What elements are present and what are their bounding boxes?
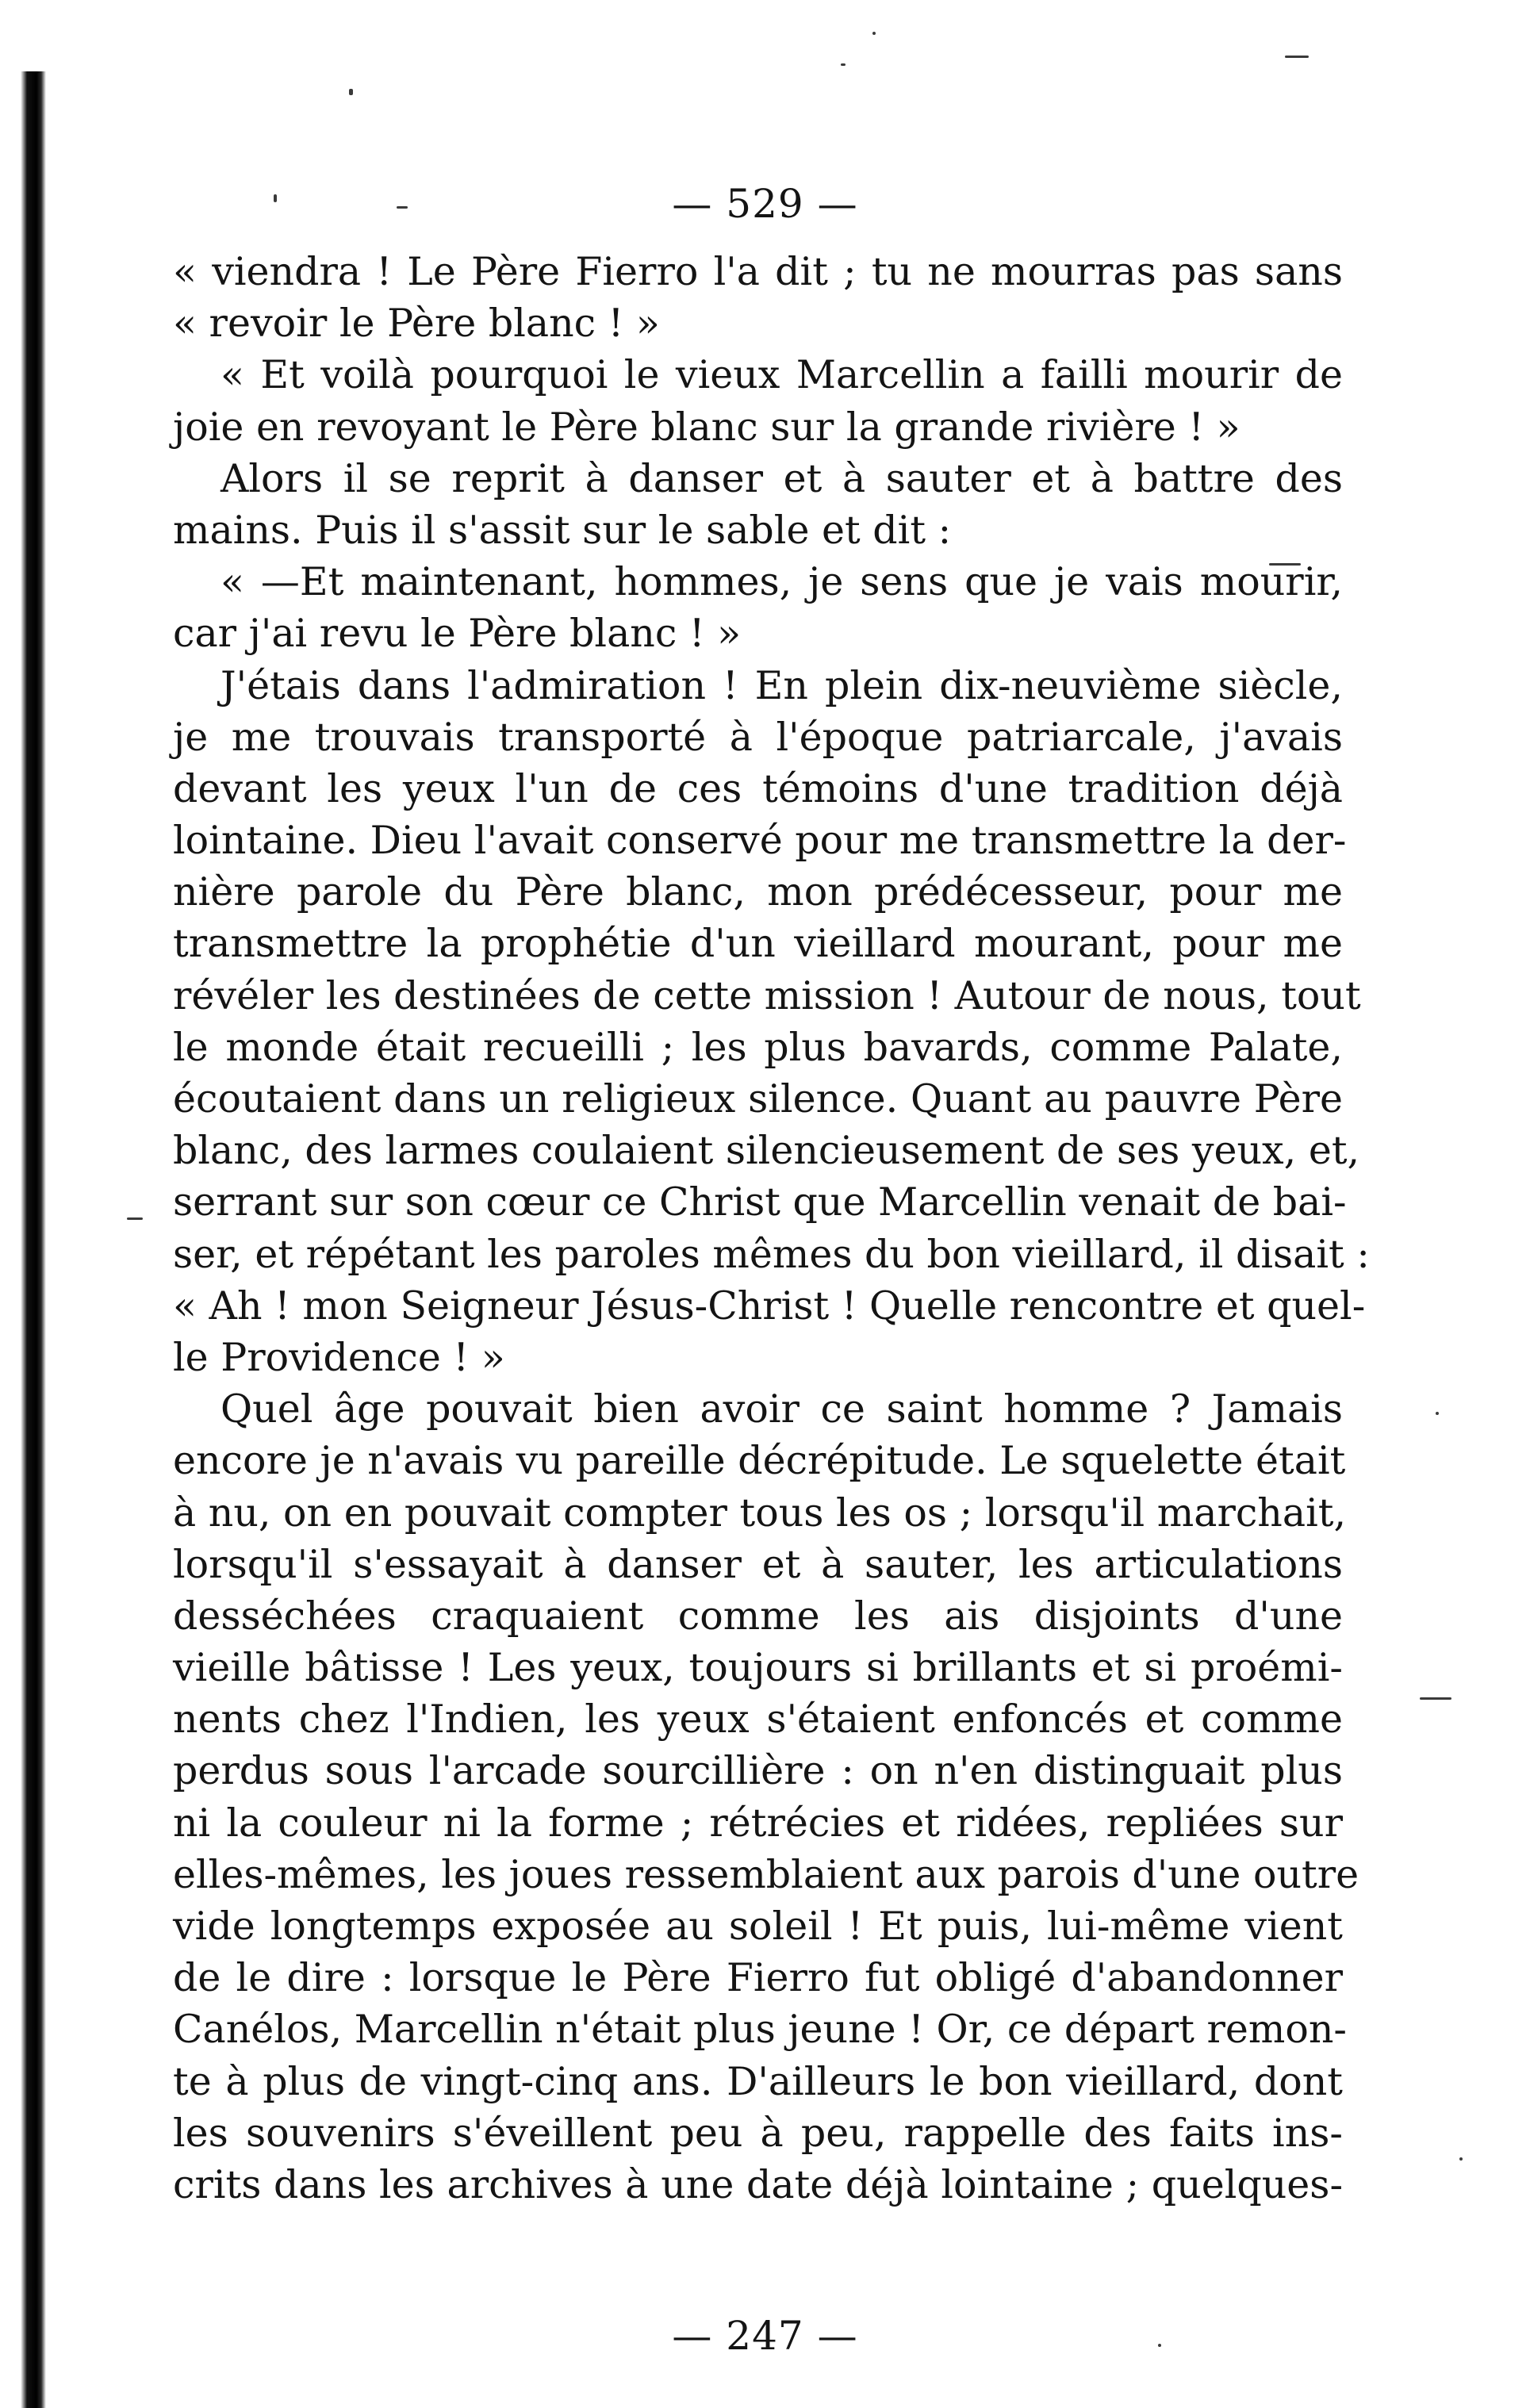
binding-edge-shadow [0,71,46,2408]
text-line: serrant sur son cœur ce Christ que Marcellin venait de bai- [173,1179,1347,1225]
text-line: vide longtemps exposée au soleil ! Et puis, lui-même vient [173,1904,1343,1949]
text-line: les souvenirs s'éveillent peu à peu, rappelle des faits ins- [173,2110,1343,2156]
text-line: perdus sous l'arcade sourcillière : on n'en distinguait plus [173,1748,1343,1794]
text-line: « Ah ! mon Seigneur Jésus-Christ ! Quelle rencontre et quel- [173,1283,1366,1329]
text-line: lointaine. Dieu l'avait conservé pour me transmettre la der- [173,818,1347,864]
text-line: Quel âge pouvait bien avoir ce saint homme ? Jamais [220,1386,1343,1432]
text-line: car j'ai revu le Père blanc ! » [173,611,742,657]
text-line: mains. Puis il s'assit sur le sable et dit : [173,507,952,553]
text-line: ni la couleur ni la forme ; rétrécies et ridées, repliées sur [173,1800,1343,1846]
text-line: je me trouvais transporté à l'époque patriarcale, j'avais [173,714,1343,760]
text-line: Alors il se reprit à danser et à sauter et à battre des [220,455,1343,501]
text-line: te à plus de vingt-cinq ans. D'ailleurs le bon vieillard, dont [173,2058,1343,2104]
text-line: joie en revoyant le Père blanc sur la grande rivière ! » [173,404,1240,450]
text-line: nents chez l'Indien, les yeux s'étaient enfoncés et comme [173,1697,1343,1743]
page-number: — 529 — [672,181,858,227]
text-line: le monde était recueilli ; les plus bavards, comme Palate, [173,1024,1343,1070]
text-line: Canélos, Marcellin n'était plus jeune ! Or, ce départ remon- [173,2007,1347,2053]
text-line: lorsqu'il s'essayait à danser et à sauter, les articulations [173,1541,1343,1587]
text-line: « revoir le Père blanc ! » [173,301,660,347]
text-line: révéler les destinées de cette mission ! Autour de nous, tout [173,972,1361,1018]
text-line: J'étais dans l'admiration ! En plein dix-neuvième siècle, [220,662,1343,708]
text-line: vieille bâtisse ! Les yeux, toujours si brillants et si proémi- [173,1645,1343,1691]
text-line: devant les yeux l'un de ces témoins d'une tradition déjà [173,765,1343,811]
text-line: « —Et maintenant, hommes, je sens que je vais mourir, [220,559,1343,605]
folio-number: — 247 — [672,2313,858,2359]
page-text [173,246,1370,2211]
text-line: elles-mêmes, les joues ressemblaient aux parois d'une outre [173,1851,1359,1897]
text-line: « viendra ! Le Père Fierro l'a dit ; tu ne mourras pas sans [173,249,1343,294]
text-line: ser, et répétant les paroles mêmes du bon vieillard, il disait : [173,1231,1370,1277]
text-line: à nu, on en pouvait compter tous les os ; lorsqu'il marchait, [173,1490,1347,1536]
text-line: crits dans les archives à une date déjà lointaine ; quelques- [173,2161,1343,2207]
text-line: écoutaient dans un religieux silence. Quant au pauvre Père [173,1076,1343,1122]
text-line: de le dire : lorsque le Père Fierro fut obligé d'abandonner [173,1955,1343,2001]
text-line: encore je n'avais vu pareille décrépitude. Le squelette était [173,1438,1346,1484]
text-line: nière parole du Père blanc, mon prédécesseur, pour me [173,869,1343,915]
text-line: transmettre la prophétie d'un vieillard mourant, pour me [173,921,1343,967]
text-line: « Et voilà pourquoi le vieux Marcellin a failli mourir de [220,352,1343,398]
text-line: le Providence ! » [173,1334,505,1380]
text-line: blanc, des larmes coulaient silencieusement de ses yeux, et, [173,1128,1360,1174]
text-line: desséchées craquaient comme les ais disjoints d'une [173,1593,1343,1639]
